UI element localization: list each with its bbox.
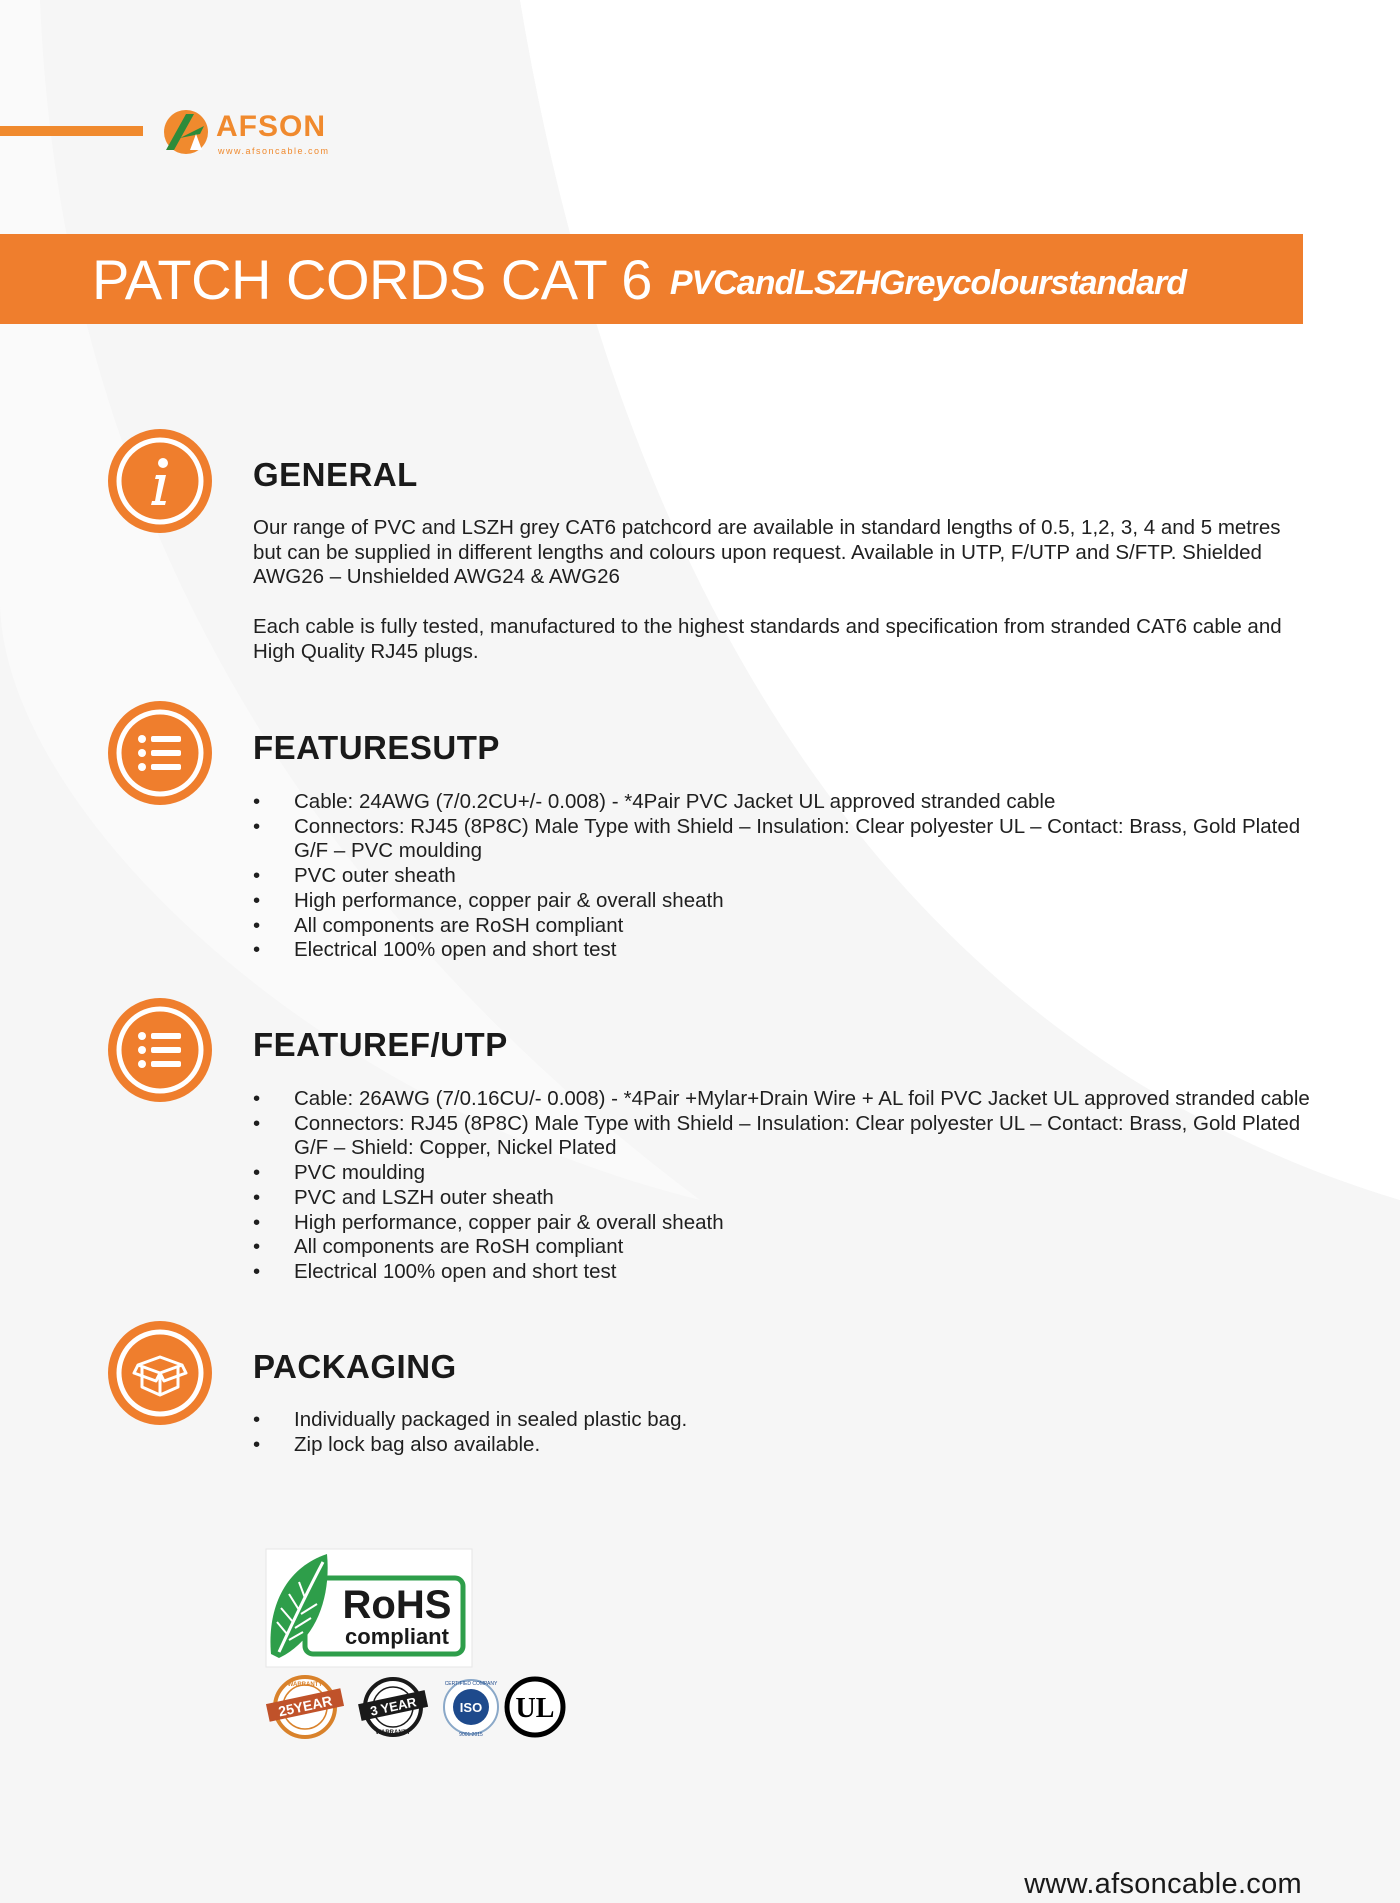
page-subtitle: PVCandLSZHGreycolourstandard — [669, 263, 1186, 302]
iso-ring-text: CERTIFIED COMPANY — [444, 1681, 498, 1687]
packaging-list — [253, 1408, 1313, 1457]
general-heading: GENERAL — [253, 456, 418, 493]
list-icon — [106, 699, 214, 807]
warranty-3-ring-text: WARRANTY — [375, 1730, 411, 1736]
rohs-compliant-logo — [265, 1548, 473, 1668]
page-title: PATCH CORDS CAT 6 — [92, 247, 652, 311]
features-utp-heading: FEATURESUTP — [253, 729, 500, 766]
iso-certified-icon — [444, 1680, 498, 1738]
rohs-subtitle: compliant — [345, 1624, 449, 1649]
list-item: • PVC and LSZH outer sheath — [253, 1186, 1313, 1211]
iso-standard-text: 9001:2015 — [459, 1732, 483, 1738]
header-accent-line — [0, 126, 143, 136]
list-item: • High performance, copper pair & overall sheath — [253, 1211, 1313, 1236]
list-item: • All components are RoSH compliant — [253, 914, 1313, 939]
list-item: • PVC outer sheath — [253, 864, 1313, 889]
warranty-3-year-icon — [358, 1679, 428, 1736]
box-icon — [106, 1319, 214, 1427]
general-paragraph: Our range of PVC and LSZH grey CAT6 patchcord are available in standard lengths of 0.5, 1,2, 3, 4 and 5 metres but can be supplied in different lengths and colours upon request. Available in UTP, F/UTP and S/FTP. Shielded AWG26 – Unshielded AWG24 & AWG26 — [253, 516, 1281, 589]
list-item: • Electrical 100% open and short test — [253, 1260, 1313, 1285]
rohs-title: RoHS — [342, 1583, 452, 1627]
list-item: • Cable: 24AWG (7/0.2CU+/- 0.008) - *4Pair PVC Jacket UL approved stranded cable — [253, 790, 1313, 815]
list-icon — [106, 996, 214, 1104]
ul-listed-icon — [507, 1679, 563, 1735]
title-banner — [0, 234, 1303, 324]
iso-label: ISO — [459, 1700, 483, 1715]
features-futp-heading: FEATUREF/UTP — [253, 1026, 508, 1063]
warranty-25-label: 25YEAR — [276, 1692, 334, 1720]
logo-url: www.afsoncable.com — [218, 146, 330, 156]
logo-wordmark: AFSON — [216, 110, 326, 143]
warranty-3-label: 3 YEAR — [368, 1694, 418, 1719]
list-item: • Individually packaged in sealed plastic bag. — [253, 1408, 1313, 1433]
footer-url[interactable]: www.afsoncable.com — [1024, 1868, 1302, 1900]
general-body — [253, 516, 1313, 664]
list-item: • Cable: 26AWG (7/0.16CU/- 0.008) - *4Pair +Mylar+Drain Wire + AL foil PVC Jacket UL approved stranded cable — [253, 1087, 1313, 1112]
list-item: • Connectors: RJ45 (8P8C) Male Type with Shield – Insulation: Clear polyester UL – Contact: Brass, Gold Plated G/F – PVC moulding — [253, 815, 1313, 864]
list-item: • All components are RoSH compliant — [253, 1235, 1313, 1260]
warranty-25-ring-text: WARRANTY — [287, 1682, 323, 1688]
list-item: • Electrical 100% open and short test — [253, 938, 1313, 963]
packaging-heading: PACKAGING — [253, 1348, 457, 1385]
logo-mark-icon — [160, 104, 216, 160]
certification-badges — [265, 1672, 575, 1742]
list-item: • Zip lock bag also available. — [253, 1433, 1313, 1458]
features-futp-list — [253, 1087, 1313, 1285]
general-paragraph: Each cable is fully tested, manufactured to the highest standards and specification from stranded CAT6 cable and High Quality RJ45 plugs. — [253, 614, 1282, 663]
list-item: • PVC moulding — [253, 1161, 1313, 1186]
list-item: • Connectors: RJ45 (8P8C) Male Type with Shield – Insulation: Clear polyester UL – Contact: Brass, Gold Plated G/F – Shield: Copper, Nickel Plated — [253, 1112, 1313, 1161]
brand-logo[interactable] — [160, 104, 335, 164]
info-icon — [106, 427, 214, 535]
warranty-25-year-icon — [266, 1677, 344, 1737]
list-item: • High performance, copper pair & overall sheath — [253, 889, 1313, 914]
features-utp-list — [253, 790, 1313, 963]
ul-label: UL — [515, 1693, 555, 1724]
